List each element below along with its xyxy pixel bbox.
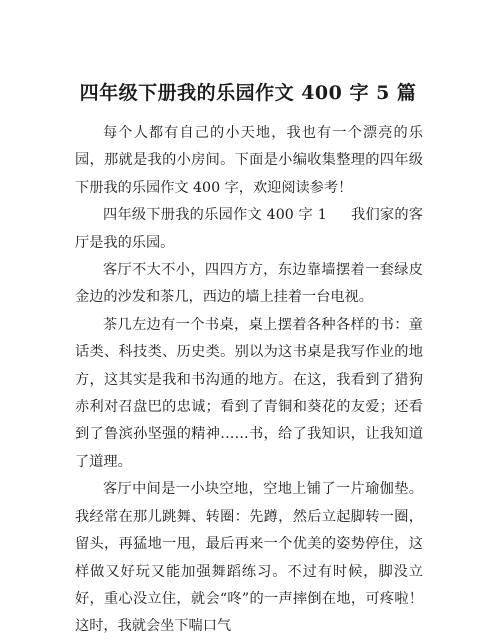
section-heading-paragraph: [75, 202, 423, 257]
document-title: 四年级下册我的乐园作文 400 字 5 篇: [79, 82, 417, 104]
document-body: [75, 120, 423, 641]
intro-paragraph: 每个人都有自己的小天地，我也有一个漂亮的乐园，那就是我的小房间。下面是小编收集整理的四年级下册我的乐园作文 400 字，欢迎阅读参考！: [75, 125, 423, 196]
bookdesk-paragraph: 茶几左边有一个书桌，桌上摆着各种各样的书：童话类、科技类、历史类。别以为这书桌是我写作业的地方，这其实是我和书沟通的地方。在这，我看到了猎狗赤利对召盘巴的忠诚；看到了青铜和葵花的友爱；还看到了鲁滨孙坚强的精神……书，给了我知识，让我知道了道理。: [75, 316, 423, 470]
dance-paragraph: 客厅中间是一小块空地，空地上铺了一片瑜伽垫。我经常在那儿跳舞、转圈：先蹲，然后立起脚转一圈，留头，再猛地一甩，最后再来一个优美的姿势停住，这样做又好玩又能加强舞蹈练习。不过有时候，脚没立好，重心没立住，就会“咚”的一声摔倒在地，可疼啦！这时，我就会坐下喘口气: [75, 481, 423, 635]
living-room-paragraph: 客厅不大不小，四四方方，东边靠墙摆着一套绿皮金边的沙发和茶几，西边的墙上挂着一台电视。: [75, 262, 423, 306]
section-heading-label: 四年级下册我的乐园作文 400 字 1: [103, 207, 327, 224]
section-heading-text: 我们家的客厅是我的乐园。: [75, 207, 423, 251]
